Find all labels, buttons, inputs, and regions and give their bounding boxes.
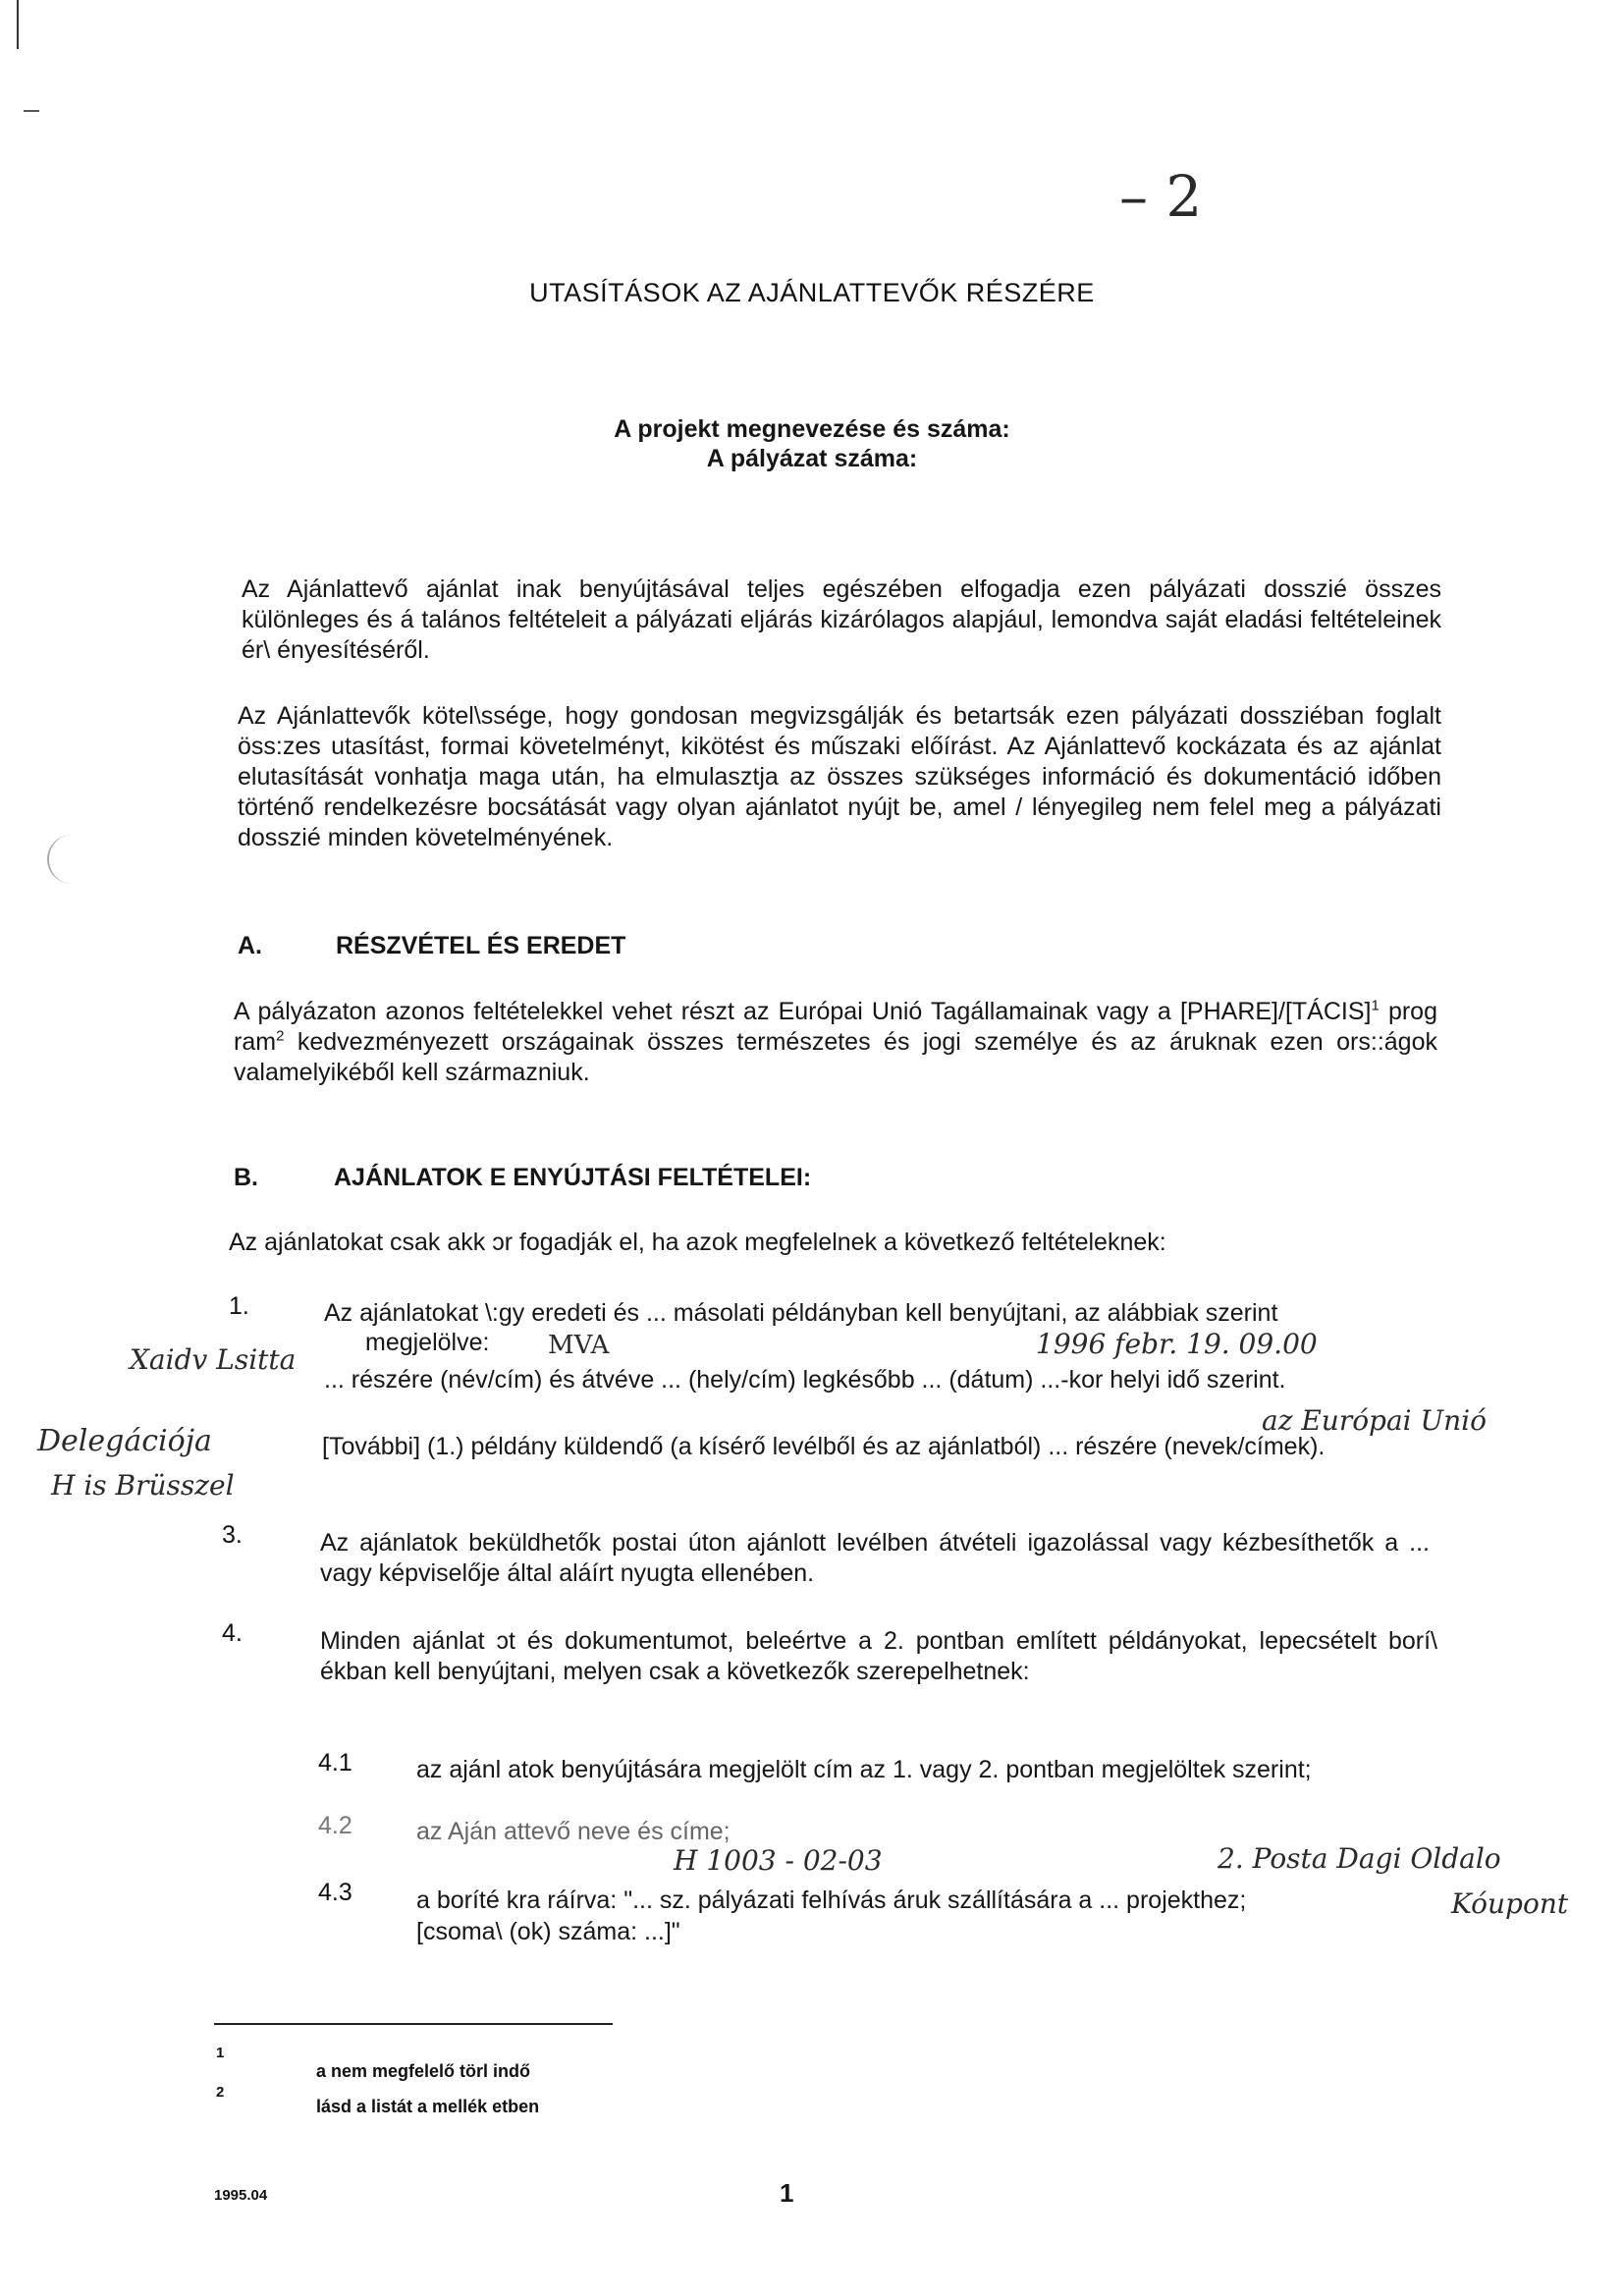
section-a-letter: A. bbox=[238, 932, 262, 959]
item-1-line1: Az ajánlatokat \:gy eredeti és ... másolati példányban kell benyújtani, az alábbiak szerint bbox=[324, 1299, 1278, 1327]
subitem-4-2-number: 4.2 bbox=[318, 1812, 352, 1839]
handwritten-eu: az Európai Unió bbox=[1262, 1404, 1487, 1437]
item-2-text: [További] (1.) példány küldendő (a kísérő levélből és az ajánlatból) ... részére (nevek/címek). bbox=[322, 1433, 1326, 1460]
subitem-4-2-text: az Aján attevő neve és címe; bbox=[416, 1818, 731, 1845]
footnote-1-mark: 1 bbox=[216, 2045, 225, 2061]
page-number: 1 bbox=[780, 2178, 794, 2208]
handwritten-number: H 1003 - 02-03 bbox=[674, 1844, 883, 1877]
handwritten-date: 1996 febr. 19. 09.00 bbox=[1036, 1328, 1318, 1360]
scan-arc bbox=[47, 835, 79, 884]
subitem-4-3-line2: [csoma\ (ok) száma: ...]" bbox=[416, 1918, 680, 1945]
handwritten-center: Kóupont bbox=[1451, 1887, 1569, 1920]
subitem-4-1-number: 4.1 bbox=[318, 1749, 352, 1777]
intro-paragraph-1: Az Ajánlattevő ajánlat inak benyújtásával teljes egészében elfogadja ezen pályázati dosszié összes különleges és á talános feltételeit a pályázati eljárás kizárólagos alapjául, lemondva saját eladási feltételeinek ér\ ényesítéséről. bbox=[242, 575, 1441, 664]
section-a-text bbox=[234, 997, 1437, 1088]
page-mark-handwritten: – 2 bbox=[1119, 163, 1203, 230]
tender-label: A pályázat száma: bbox=[706, 445, 918, 472]
item-3-text: Az ajánlatok beküldhetők postai úton ajánlott levélben átvételi igazolással vagy kézbesíthetők a ... vagy képviselője által aláírt nyugta ellenében. bbox=[320, 1529, 1430, 1587]
footnote-ref-1: 1 bbox=[1371, 997, 1380, 1014]
footnote-ref-2: 2 bbox=[276, 1027, 285, 1045]
footnote-2-text: lásd a listát a mellék etben bbox=[316, 2097, 540, 2116]
project-label: A projekt megnevezése és száma: bbox=[614, 415, 1010, 443]
handwritten-city: H is Brüsszel bbox=[51, 1469, 235, 1502]
subitem-4-3-line1: a boríté kra ráírva: "... sz. pályázati felhívás áruk szállítására a ... projekthez; bbox=[416, 1886, 1247, 1914]
item-1-line3: ... részére (név/cím) és átvéve ... (hely/cím) legkésőbb ... (dátum) ...-kor helyi idő szerint. bbox=[324, 1366, 1286, 1394]
item-1-line2: megjelölve: bbox=[365, 1329, 490, 1356]
section-a-text-part2: prog ram bbox=[234, 998, 1437, 1056]
section-a-heading: RÉSZVÉTEL ÉS EREDET bbox=[336, 932, 626, 959]
subitem-4-1-text: az ajánl atok benyújtására megjelölt cím az 1. vagy 2. pontban megjelöltek szerint; bbox=[416, 1756, 1312, 1783]
section-a-text-part1: A pályázaton azonos feltételekkel vehet részt az Európai Unió Tagállamainak vagy a [PHARE]/[TÁCIS] bbox=[234, 998, 1372, 1025]
handwritten-delegation: Delegációja bbox=[37, 1424, 212, 1458]
subitem-4-3-number: 4.3 bbox=[318, 1879, 352, 1906]
intro-paragraph-2: Az Ajánlattevők kötel\ssége, hogy gondosan megvizsgálják és betartsák ezen pályázati dossziéban foglalt öss:zes utasítást, formai követelményt, kikötést és műszaki előírást. Az Ajánlattevő kockázata és az ajánlat elutasítását vonhatja maga után, ha elmulasztja az összes szükséges információ és dokumentáció időben történő rendelkezésre bocsátását vagy olyan ajánlatot nyújt be, amel / lényegileg nem felel meg a pályázati dosszié minden követelményének. bbox=[238, 702, 1441, 851]
item-4-number: 4. bbox=[222, 1619, 243, 1647]
item-4-text: Minden ajánlat ɔt és dokumentumot, beleértve a 2. pontban említett példányokat, lepecsételt borí\ ékban kell benyújtani, melyen csak a következők szerepelhetnek: bbox=[320, 1627, 1437, 1685]
document-title: UTASÍTÁSOK AZ AJÁNLATTEVŐK RÉSZÉRE bbox=[529, 278, 1095, 307]
item-1-number: 1. bbox=[229, 1292, 249, 1320]
footnote-2-mark: 2 bbox=[216, 2084, 225, 2101]
scan-mark bbox=[17, 0, 19, 49]
item-3-number: 3. bbox=[222, 1521, 243, 1549]
footnote-separator bbox=[214, 2023, 613, 2025]
section-a-text-part3: kedvezményezett országainak összes természetes és jogi személye és az áruknak ezen ors::ágok valamelyikéből kell származniuk. bbox=[234, 1028, 1437, 1086]
handwritten-org: MVA bbox=[548, 1331, 610, 1360]
footnote-1-text: a nem megfelelő törl indő bbox=[316, 2061, 531, 2081]
footer-code: 1995.04 bbox=[214, 2187, 268, 2204]
handwritten-name: Xaidv Lsitta bbox=[130, 1343, 297, 1376]
section-b-intro: Az ajánlatokat csak akk ɔr fogadják el, ha azok megfelelnek a következő feltételeknek: bbox=[229, 1229, 1166, 1256]
handwritten-address: 2. Posta Dagi Oldalo bbox=[1218, 1842, 1501, 1875]
scan-mark bbox=[24, 110, 39, 112]
section-b-heading: AJÁNLATOK E ENYÚJTÁSI FELTÉTELEI: bbox=[334, 1164, 812, 1191]
section-b-letter: B. bbox=[234, 1164, 258, 1191]
